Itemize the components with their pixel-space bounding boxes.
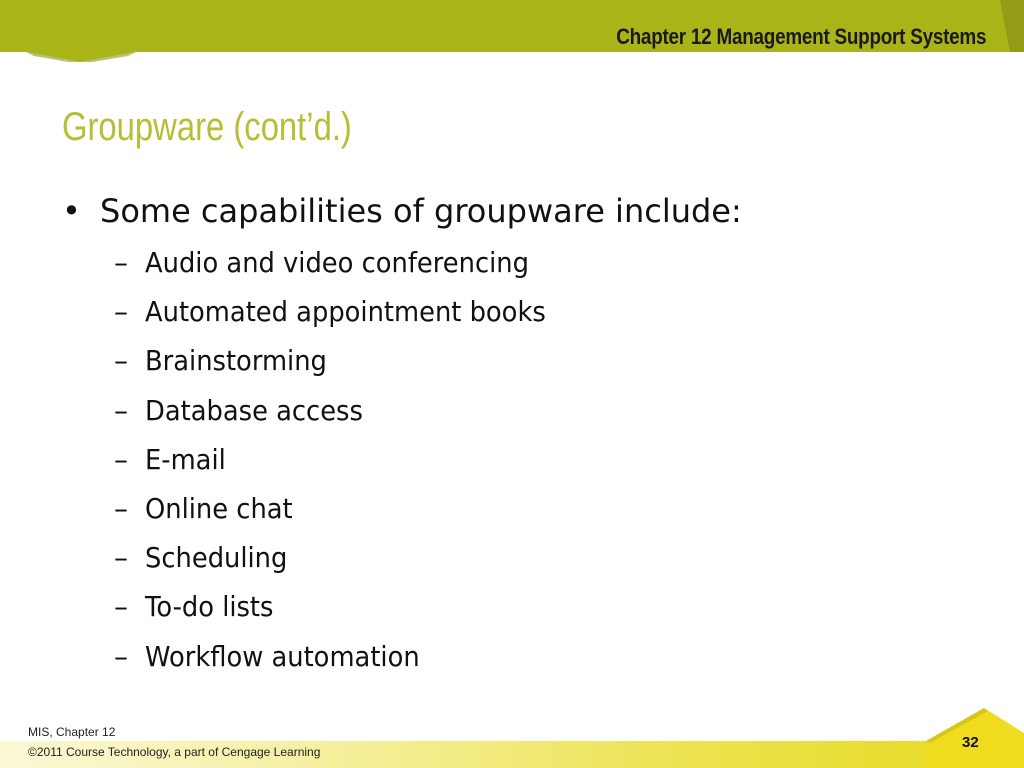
list-item (62, 238, 962, 287)
dash-mark: – (114, 590, 128, 624)
list-item-text: Database access (145, 393, 363, 427)
dash-mark: – (114, 246, 128, 279)
capabilities-list (62, 238, 962, 681)
bullet-mark: • (62, 192, 81, 230)
list-item (62, 336, 962, 385)
list-item-text: E-mail (145, 442, 226, 476)
list-item-text: Audio and video conferencing (145, 246, 529, 279)
main-bullet (62, 188, 962, 234)
slide-content (62, 188, 962, 681)
dash-mark: – (114, 442, 128, 476)
list-item (62, 582, 962, 631)
list-item (62, 484, 962, 533)
dash-mark: – (114, 393, 128, 427)
chapter-title: Chapter 12 Management Support Systems (615, 24, 986, 49)
dash-mark: – (114, 344, 128, 378)
list-item-text: Workflow automation (145, 639, 420, 673)
list-item (62, 386, 962, 435)
list-item (62, 435, 962, 484)
footer-chapter-label: MIS, Chapter 12 (28, 725, 116, 739)
slide-title: Groupware (cont’d.) (62, 105, 352, 149)
page-number: 32 (962, 734, 979, 751)
dash-mark: – (114, 295, 128, 329)
list-item-text: Brainstorming (145, 344, 327, 378)
list-item (62, 533, 962, 582)
list-item-text: Automated appointment books (145, 295, 546, 329)
list-item-text: Scheduling (145, 541, 288, 575)
list-item (62, 287, 962, 336)
list-item (62, 632, 962, 681)
list-item-text: Online chat (145, 491, 293, 525)
main-bullet-text: Some capabilities of groupware include: (100, 192, 742, 230)
dash-mark: – (114, 491, 128, 525)
list-item-text: To-do lists (145, 590, 274, 624)
dash-mark: – (114, 541, 128, 575)
footer-copyright: ©2011 Course Technology, a part of Cengage Learning (28, 745, 321, 759)
dash-mark: – (114, 639, 128, 673)
